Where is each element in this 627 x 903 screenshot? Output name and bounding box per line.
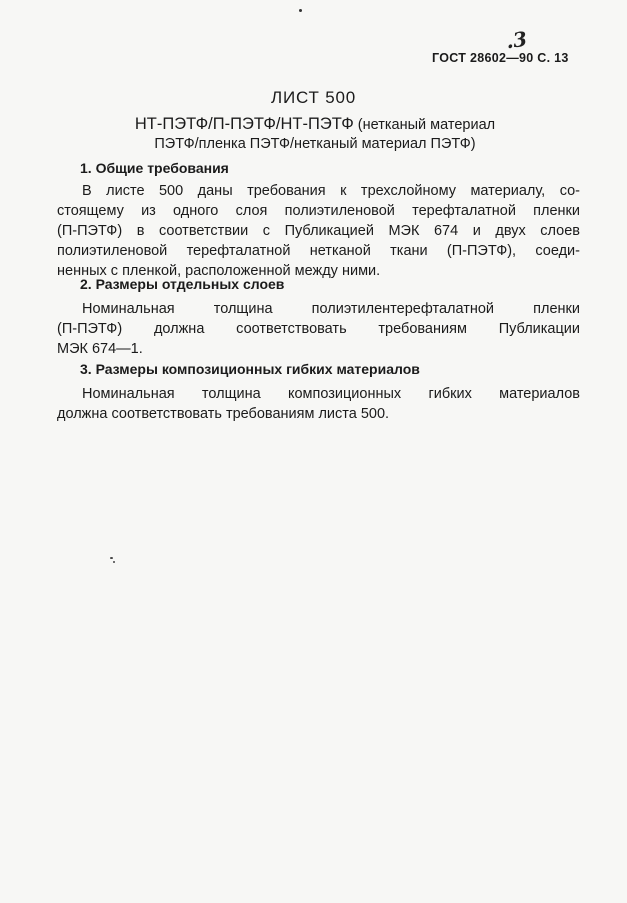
section-paragraph	[57, 299, 580, 359]
paragraph-line: Номинальная толщина композиционных гибких материалов	[82, 386, 580, 402]
paragraph-line: МЭК 674—1.	[57, 341, 143, 357]
paragraph-line: В листе 500 даны требования к трехслойному материалу, со-	[82, 183, 580, 199]
subtitle-material-code: НТ-ПЭТФ/П-ПЭТФ/НТ-ПЭТФ	[134, 115, 354, 133]
subtitle-line-2: ПЭТФ/пленка ПЭТФ/нетканый материал ПЭТФ)	[154, 136, 476, 152]
paragraph-line: ненных с пленкой, расположенной между ними.	[57, 263, 381, 279]
sheet-subtitle	[80, 115, 550, 154]
sheet-title: ЛИСТ 500	[271, 88, 356, 107]
handwritten-page-number: .3	[504, 26, 529, 54]
paragraph-line: должна соответствовать требованиям листа 500.	[57, 406, 390, 422]
subtitle-line-1	[80, 115, 550, 135]
scan-speck	[110, 557, 113, 559]
section-heading: 1. Общие требования	[80, 160, 229, 176]
paragraph-line: стоящему из одного слоя полиэтиленовой терефталатной пленки	[57, 203, 580, 219]
section-paragraph	[57, 181, 580, 281]
section-heading: 2. Размеры отдельных слоев	[80, 276, 285, 292]
scan-speck	[113, 561, 115, 563]
subtitle-description: (нетканый материал	[353, 117, 496, 133]
paragraph-line: полиэтиленовой терефталатной нетканой ткани (П-ПЭТФ), соеди-	[57, 243, 580, 259]
section-heading: 3. Размеры композиционных гибких материалов	[80, 361, 420, 377]
scan-speck	[299, 9, 302, 12]
paragraph-line: (П-ПЭТФ) должна соответствовать требованиям Публикации	[57, 321, 580, 337]
running-head: ГОСТ 28602—90 С. 13	[432, 51, 569, 65]
section-paragraph	[57, 384, 580, 424]
paragraph-line: Номинальная толщина полиэтилентерефталатной пленки	[82, 301, 580, 317]
paragraph-line: (П-ПЭТФ) в соответствии с Публикацией МЭК 674 и двух слоев	[57, 223, 580, 239]
